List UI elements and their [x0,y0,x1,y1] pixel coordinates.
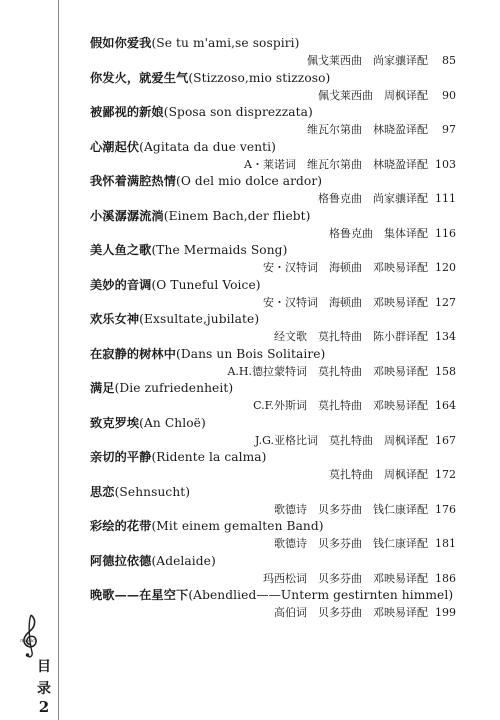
title-original: (Einem Bach,der fliebt) [163,208,311,223]
toc-entry [90,347,456,382]
page-number: 116 [435,226,456,240]
entry-credit [318,89,456,103]
table-of-contents [90,36,456,623]
toc-entry [90,174,456,209]
toc-entry [90,588,456,623]
entry-title [90,347,325,362]
page-number: 111 [435,192,456,205]
title-original: (Dans un Bois Solitaire) [176,346,326,361]
title-chinese: 在寂静的树林中 [90,346,177,361]
entry-credit [274,503,456,517]
entry-title [90,209,311,224]
title-chinese: 思恋 [90,484,115,499]
toc-entry [90,450,456,485]
credit-text: C.F.外斯词 莫扎特曲 邓映易译配 [253,399,428,412]
credit-text: 格鲁克曲 集体译配 [329,226,428,240]
toc-entry [90,243,456,278]
entry-title [90,450,267,465]
toc-entry [90,312,456,347]
toc-entry [90,519,456,554]
treble-clef-music-logo-icon [14,612,48,660]
title-chinese: 假如你爱我 [90,36,152,50]
entry-title [90,105,313,120]
entry-credit [307,54,456,68]
toc-entry [90,278,456,313]
title-chinese: 满足 [90,381,115,395]
title-chinese: 晚歌——在星空下 [90,588,189,602]
page-number: 97 [442,123,456,136]
page-number: 186 [435,571,456,585]
entry-title [90,243,287,258]
entry-credit [253,399,456,413]
title-chinese: 我怀着满腔热情 [90,174,177,188]
title-original: (Exsultate,jubilate) [139,312,260,326]
title-original: (Sehnsucht) [114,484,191,499]
entry-title [90,278,261,293]
page-number: 181 [435,537,456,550]
entry-credit [307,123,456,137]
credit-text: 安・汉特词 海顿曲 邓映易译配 [263,295,428,309]
entry-credit [255,434,456,448]
toc-entry [90,485,456,520]
sidebar-label-mu: 目 [37,659,51,675]
sidebar-page-number: 2 [38,698,50,716]
credit-text: 经文歌 莫扎特曲 陈小群译配 [274,330,428,343]
entry-credit [274,330,456,344]
credit-text: 佩戈莱西曲 周枫译配 [318,88,428,102]
gutter-divider [58,0,59,720]
title-chinese: 美妙的音调 [90,277,152,292]
page-number: 172 [435,468,456,481]
title-chinese: 你发火，就爱生气 [90,70,189,85]
page-number: 127 [435,295,456,309]
title-original: (Abendlied——Unterm gestirnten himmel) [188,588,454,602]
title-original: (Stizzoso,mio stizzoso) [188,70,331,85]
credit-text: 歌德诗 贝多芬曲 钱仁康译配 [274,537,428,550]
page-number: 158 [435,364,456,378]
credit-text: 佩戈莱西曲 尚家骧译配 [307,54,428,67]
title-original: (O Tuneful Voice) [151,277,261,292]
entry-credit [318,192,456,206]
credit-text: 安・汉特词 海顿曲 邓映易译配 [263,261,428,274]
entry-credit [263,296,456,310]
entry-credit [263,572,456,586]
entry-credit [274,537,456,551]
toc-entry [90,381,456,416]
title-original: (Mit einem gemalten Band) [151,519,324,533]
title-original: (Se tu m'ami,se sospiri) [151,36,300,50]
toc-entry [90,36,456,71]
toc-entry [90,416,456,451]
entry-title [90,485,190,500]
credit-text: 格鲁克曲 尚家骧译配 [318,192,428,205]
credit-text: 玛西松词 贝多芬曲 邓映易译配 [263,571,428,585]
title-chinese: 美人鱼之歌 [90,243,152,257]
entry-credit [274,606,456,620]
page-number: 167 [435,433,456,447]
credit-text: 莫扎特曲 周枫译配 [329,468,428,481]
page-number: 90 [442,88,456,102]
entry-credit [263,261,456,275]
credit-text: 维瓦尔第曲 林晓盈译配 [307,123,428,136]
entry-title [90,519,324,534]
entry-title [90,312,259,327]
title-original: (An Chloë) [139,415,206,430]
title-chinese: 彩绘的花带 [90,519,152,533]
title-chinese: 欢乐女神 [90,312,140,326]
title-original: (Ridente la calma) [151,450,267,464]
credit-text: A・莱诺词 维瓦尔第曲 林晓盈译配 [244,157,428,171]
page-number: 103 [435,157,456,171]
page-number: 85 [442,54,456,67]
title-chinese: 心潮起伏 [90,139,140,154]
entry-title [90,416,206,431]
page-number: 199 [435,606,456,619]
toc-entry [90,209,456,244]
page-number: 164 [435,399,456,412]
toc-entry [90,105,456,140]
entry-credit [227,365,456,379]
credit-text: A.H.德拉蒙特词 莫扎特曲 邓映易译配 [227,364,428,378]
entry-title [90,174,322,189]
title-original: (Die zufriedenheit) [114,381,234,395]
title-chinese: 亲切的平静 [90,450,152,464]
page-number: 176 [435,502,456,516]
title-chinese: 小溪潺潺流淌 [90,208,164,223]
title-chinese: 被鄙视的新娘 [90,105,164,119]
title-original: (Adelaide) [151,553,216,568]
entry-title [90,554,216,569]
title-chinese: 阿德拉依德 [90,553,152,568]
title-original: (Sposa son disprezzata) [163,105,313,119]
entry-title [90,381,233,396]
entry-credit [244,158,456,172]
toc-entry [90,140,456,175]
title-original: (O del mio dolce ardor) [176,174,323,188]
page-number: 134 [435,330,456,343]
title-original: (The Mermaids Song) [151,243,288,257]
entry-credit [329,227,456,241]
credit-text: 高伯词 贝多芬曲 邓映易译配 [274,606,428,619]
toc-entry [90,554,456,589]
toc-entry [90,71,456,106]
sidebar-label-lu: 录 [37,681,51,697]
page-number: 120 [435,261,456,274]
entry-title [90,588,453,603]
credit-text: 歌德诗 贝多芬曲 钱仁康译配 [274,502,428,516]
entry-title [90,36,300,51]
entry-title [90,71,330,86]
credit-text: J.G.亚格比词 莫扎特曲 周枫译配 [255,433,428,447]
title-original: (Agitata da due venti) [139,139,276,154]
entry-title [90,140,276,155]
logo-text: music [20,638,35,644]
title-chinese: 致克罗埃 [90,415,140,430]
entry-credit [329,468,456,482]
